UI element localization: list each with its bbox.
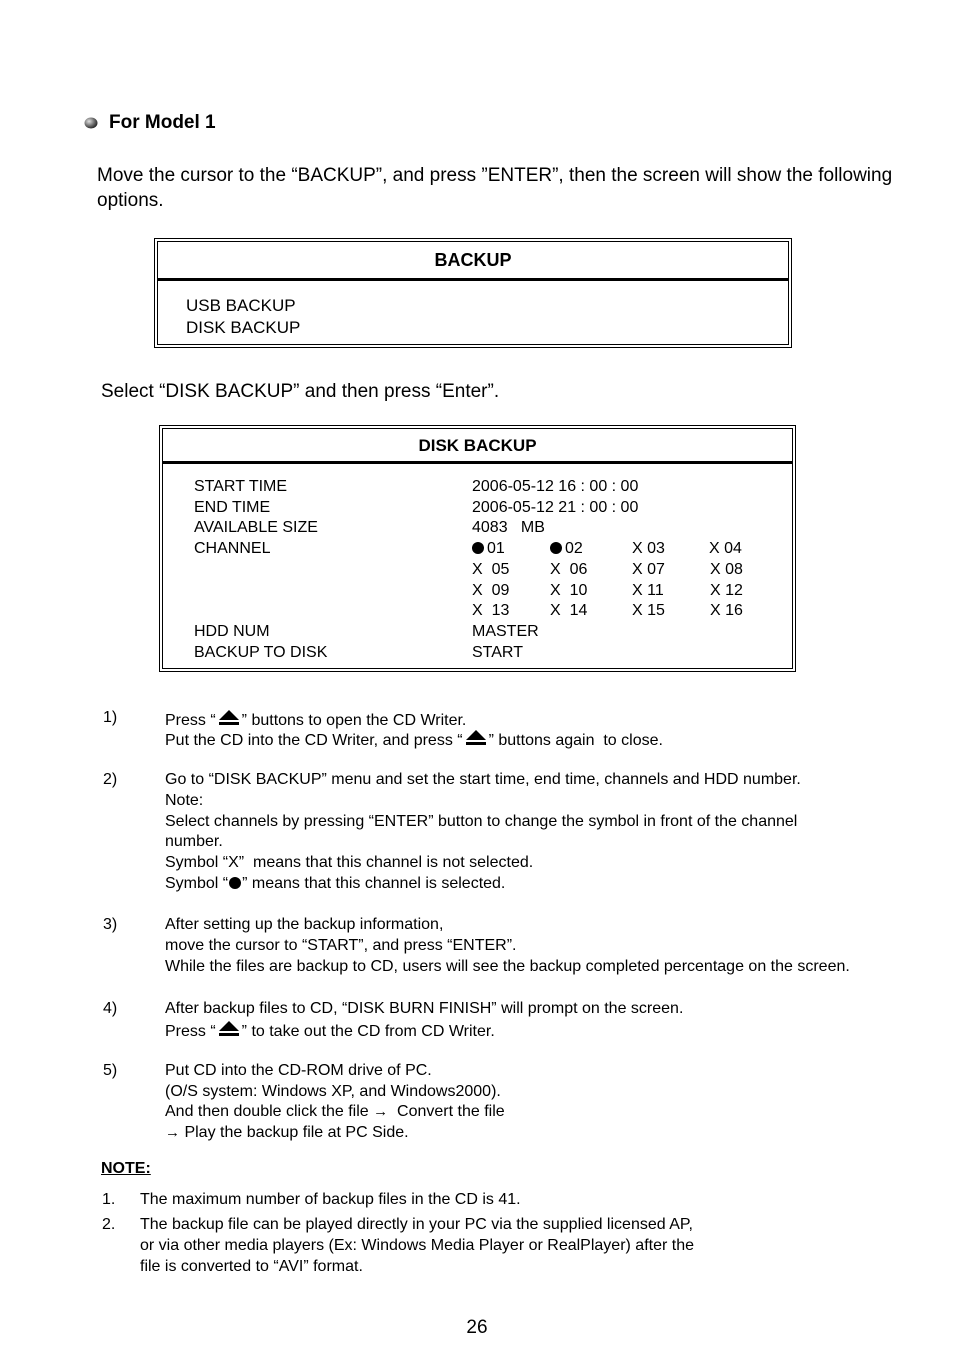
channel-15[interactable]: X 15 <box>632 602 665 619</box>
channel-09[interactable]: X 09 <box>472 582 510 599</box>
backup-to-disk-label: BACKUP TO DISK <box>194 644 328 661</box>
step-2-line-4: number. <box>165 833 223 850</box>
step-5-number: 5) <box>103 1062 118 1079</box>
note-1-text: The maximum number of backup files in the CD is 41. <box>140 1191 521 1208</box>
selected-dot-icon <box>550 542 562 554</box>
step-4-number: 4) <box>103 1000 118 1017</box>
step-5-line-3: And then double click the file → Convert the file <box>165 1103 505 1120</box>
step-2-line-6: Symbol “ ” means that this channel is selected. <box>165 875 506 892</box>
step-4-line-2: Press “ ” to take out the CD from CD Writer. <box>165 1020 495 1041</box>
channel-label: CHANNEL <box>194 540 271 557</box>
note-1-number: 1. <box>102 1191 116 1208</box>
step-1-line-2: Put the CD into the CD Writer, and press “ ” buttons again to close. <box>165 729 663 750</box>
eject-icon <box>218 1020 240 1038</box>
page-number: 26 <box>466 1317 488 1338</box>
step-2-line-3: Select channels by pressing “ENTER” button to change the symbol in front of the channel <box>165 813 798 830</box>
available-size-label: AVAILABLE SIZE <box>194 519 318 536</box>
bullet-icon <box>84 117 98 129</box>
end-time-value[interactable]: 2006-05-12 21 : 00 : 00 <box>472 499 639 516</box>
hdd-num-label: HDD NUM <box>194 623 270 640</box>
start-time-label: START TIME <box>194 478 288 495</box>
step-3-line-3: While the files are backup to CD, users will see the backup completed percentage on the screen. <box>165 958 850 975</box>
channel-02[interactable]: 02 <box>550 540 583 558</box>
channel-10[interactable]: X 10 <box>550 582 588 599</box>
step-2-number: 2) <box>103 771 118 788</box>
backup-start-button[interactable]: START <box>472 644 523 661</box>
channel-06[interactable]: X 06 <box>550 561 588 578</box>
step-5-line-2: (O/S system: Windows XP, and Windows2000). <box>165 1083 501 1100</box>
step-2-line-5: Symbol “X” means that this channel is not selected. <box>165 854 534 871</box>
channel-07[interactable]: X 07 <box>632 561 665 578</box>
hdd-num-value[interactable]: MASTER <box>472 623 539 640</box>
channel-11[interactable]: X 11 <box>632 582 664 599</box>
channel-12[interactable]: X 12 <box>710 582 743 599</box>
step-3-number: 3) <box>103 916 118 933</box>
channel-04[interactable]: X 04 <box>709 540 742 557</box>
channel-03[interactable]: X 03 <box>632 540 665 557</box>
menu-item-usb-backup[interactable]: USB BACKUP <box>186 296 296 315</box>
note-2-text-line-1: The backup file can be played directly in your PC via the supplied licensed AP, <box>140 1216 693 1233</box>
step-2-line-1: Go to “DISK BACKUP” menu and set the start time, end time, channels and HDD number. <box>165 771 801 788</box>
step-4-line-1: After backup files to CD, “DISK BURN FINISH” will prompt on the screen. <box>165 1000 684 1017</box>
end-time-label: END TIME <box>194 499 271 516</box>
eject-icon <box>218 709 240 727</box>
step-1-line-1: Press “ ” buttons to open the CD Writer. <box>165 709 466 730</box>
section-heading: For Model 1 <box>109 112 216 133</box>
channel-13[interactable]: X 13 <box>472 602 510 619</box>
note-2-text-line-2: or via other media players (Ex: Windows Media Player or RealPlayer) after the <box>140 1237 694 1254</box>
note-2-text-line-3: file is converted to “AVI” format. <box>140 1258 363 1275</box>
step-3-line-1: After setting up the backup information, <box>165 916 444 933</box>
step-3-line-2: move the cursor to “START”, and press “ENTER”. <box>165 937 517 954</box>
note-2-number: 2. <box>102 1216 116 1233</box>
channel-05[interactable]: X 05 <box>472 561 510 578</box>
step-1-number: 1) <box>103 709 118 726</box>
arrow-right-icon: → <box>373 1103 389 1120</box>
step-5-line-4: → Play the backup file at PC Side. <box>165 1124 409 1141</box>
step-5-line-1: Put CD into the CD-ROM drive of PC. <box>165 1062 432 1079</box>
arrow-right-icon: → <box>165 1124 180 1141</box>
channel-01[interactable]: 01 <box>472 540 505 558</box>
selected-dot-icon <box>229 877 241 889</box>
menu-item-disk-backup[interactable]: DISK BACKUP <box>186 318 301 337</box>
channel-14[interactable]: X 14 <box>550 602 588 619</box>
channel-08[interactable]: X 08 <box>710 561 743 578</box>
eject-icon <box>465 729 487 747</box>
channel-16[interactable]: X 16 <box>710 602 743 619</box>
step-2-line-2: Note: <box>165 792 204 809</box>
backup-menu-panel <box>154 238 792 348</box>
select-instruction: Select “DISK BACKUP” and then press “Enter”. <box>101 381 500 402</box>
backup-menu-title: BACKUP <box>434 250 512 270</box>
available-size-value: 4083 MB <box>472 519 545 536</box>
disk-backup-title: DISK BACKUP <box>418 436 537 455</box>
disk-backup-panel <box>159 425 796 672</box>
note-heading: NOTE: <box>101 1160 151 1177</box>
start-time-value[interactable]: 2006-05-12 16 : 00 : 00 <box>472 478 639 495</box>
intro-paragraph: Move the cursor to the “BACKUP”, and press ”ENTER”, then the screen will show the following options. <box>97 165 893 211</box>
selected-dot-icon <box>472 542 484 554</box>
